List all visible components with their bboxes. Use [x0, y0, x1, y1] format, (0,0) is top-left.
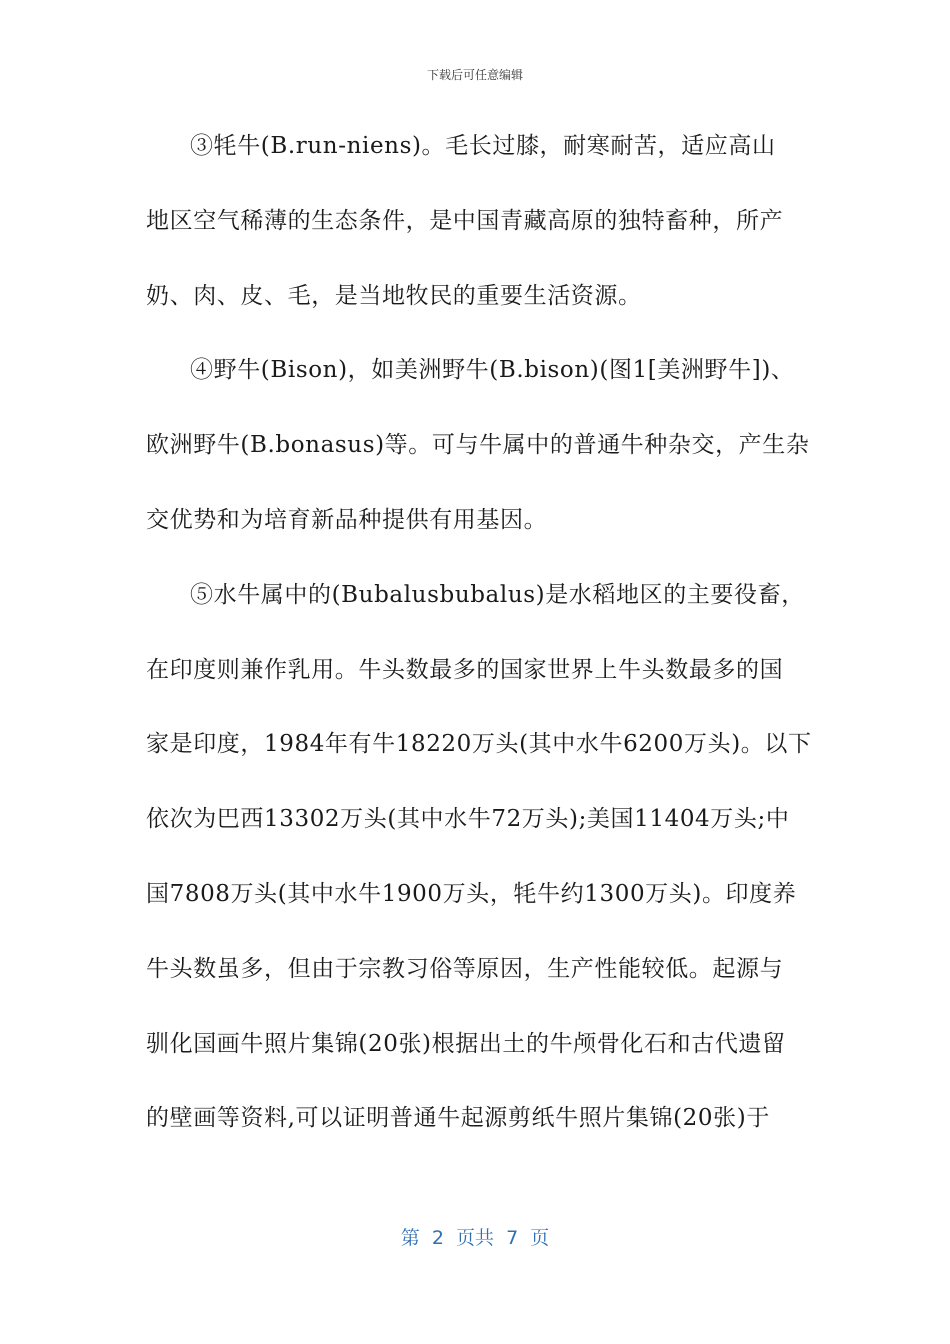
- text-line: 在印度则兼作乳用。牛头数最多的国家世界上牛头数最多的国: [146, 656, 784, 683]
- page-number-footer: 第 2 页共 7 页: [400, 1227, 550, 1249]
- text-line: ③牦牛(B.run-niens)。毛长过膝，耐寒耐苦，适应高山: [190, 133, 776, 159]
- text-line: 国7808万头(其中水牛1900万头，牦牛约1300万头)。印度养: [146, 880, 797, 907]
- text-line: 的壁画等资料,可以证明普通牛起源剪纸牛照片集锦(20张)于: [146, 1105, 770, 1132]
- text-line: ⑤水牛属中的(Bubalusbubalus)是水稻地区的主要役畜，: [190, 581, 805, 608]
- text-line: 家是印度，1984年有牛18220万头(其中水牛6200万头)。以下: [146, 731, 812, 758]
- document-body: [146, 126, 811, 1173]
- text-line: 交优势和为培育新品种提供有用基因。: [146, 506, 548, 533]
- text-line: 地区空气稀薄的生态条件，是中国青藏高原的独特畜种，所产: [146, 207, 784, 234]
- page-header-note: 下载后可任意编辑: [426, 68, 523, 82]
- text-line: 驯化国画牛照片集锦(20张)根据出土的牛颅骨化石和古代遗留: [146, 1030, 786, 1057]
- text-line: 依次为巴西13302万头(其中水牛72万头);美国11404万头;中: [146, 806, 790, 833]
- text-line: ④野牛(Bison)，如美洲野牛(B.bison)(图1[美洲野牛])、: [190, 357, 795, 384]
- text-line: 欧洲野牛(B.bonasus)等。可与牛属中的普通牛种杂交，产生杂: [146, 432, 810, 459]
- text-line: 奶、肉、皮、毛，是当地牧民的重要生活资源。: [146, 282, 642, 309]
- text-line: 牛头数虽多，但由于宗教习俗等原因，生产性能较低。起源与: [146, 955, 784, 982]
